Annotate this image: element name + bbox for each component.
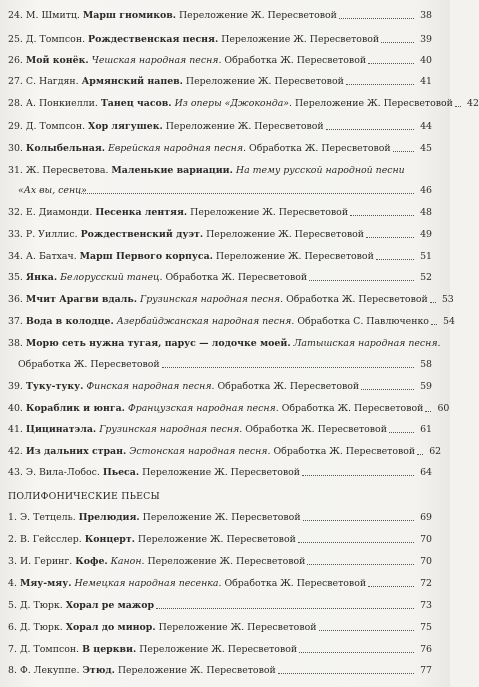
toc-number: 30. — [8, 143, 23, 154]
toc-arranger: Переложение Ж. Пересветовой — [178, 10, 337, 21]
toc-title: Марш Первого корпуса. — [79, 251, 213, 262]
toc-page-number: 70 — [420, 556, 432, 567]
toc-page-number: 61 — [420, 424, 432, 435]
toc-entry-text — [8, 10, 337, 22]
toc-number: 42. — [8, 446, 23, 457]
toc-entry-text — [8, 534, 296, 546]
toc-arranger: Обработка Ж. Пересветовой — [273, 446, 416, 457]
toc-author: Д. Томпсон. — [25, 34, 86, 45]
toc-entry — [8, 381, 432, 393]
toc-number: 43. — [8, 467, 23, 478]
toc-page-number: 41 — [420, 76, 432, 87]
toc-arranger: Обработка Ж. Пересветовой — [245, 424, 387, 435]
toc-title: Песенка лентяя. — [95, 207, 188, 218]
toc-arranger: Переложение Ж. Пересветовой — [142, 512, 301, 523]
toc-entry-text — [8, 600, 154, 612]
toc-page-number: 54 — [443, 316, 455, 327]
toc-entry-text — [8, 556, 305, 568]
toc-number: 2. — [8, 534, 17, 545]
toc-page-number: 42 — [466, 98, 479, 109]
toc-entry-text — [8, 381, 359, 393]
toc-author: Д. Томпсон. — [25, 121, 86, 132]
toc-page-number: 45 — [420, 143, 432, 154]
leader-dots — [455, 106, 461, 107]
toc-entry-text — [8, 446, 415, 458]
toc-arranger: Переложение Ж. Пересветовой — [139, 644, 298, 655]
toc-continuation-38 — [8, 359, 432, 371]
toc-page-number: 62 — [429, 446, 442, 457]
leader-dots — [368, 63, 414, 64]
toc-page-number: 39 — [420, 34, 432, 45]
toc-title: Прелюдия. — [78, 512, 140, 523]
toc-arranger: Переложение Ж. Пересветовой — [185, 76, 344, 87]
leader-dots — [319, 630, 415, 631]
toc-note: «Ах вы, сени» — [18, 185, 87, 196]
toc-note: Канон. — [110, 556, 145, 567]
toc-author: В. Гейсслер. — [19, 534, 82, 545]
toc-number: 40. — [8, 403, 23, 414]
toc-entry — [8, 165, 432, 177]
toc-author: Р. Уиллис. — [25, 229, 78, 240]
toc-author: М. Шмитц. — [25, 10, 80, 21]
toc-number: 4. — [8, 578, 17, 589]
toc-number: 6. — [8, 622, 17, 633]
toc-entry — [8, 272, 432, 284]
toc-author: Ж. Пересветова. — [25, 165, 109, 176]
toc-arranger: Переложение Ж. Пересветовой — [117, 665, 276, 676]
toc-note: Эстонская народная песня. — [129, 446, 271, 457]
toc-page-number: 70 — [420, 534, 432, 545]
toc-author: Д. Тюрк. — [19, 622, 63, 633]
toc-number: 41. — [8, 424, 23, 435]
toc-number: 36. — [8, 294, 23, 305]
toc-entry-text — [8, 55, 366, 67]
toc-entry-text — [8, 424, 387, 436]
leader-dots — [376, 259, 414, 260]
toc-entry-text — [8, 207, 348, 219]
leader-dots — [156, 608, 414, 609]
toc-arranger: Обработка Ж. Пересветовой — [18, 359, 160, 370]
toc-note: Финская народная песня. — [86, 381, 215, 392]
leader-dots — [326, 129, 414, 130]
toc-entry — [8, 316, 455, 328]
toc-page-number: 72 — [420, 578, 432, 589]
toc-note: Французская народная песня. — [127, 403, 279, 414]
toc-entry — [8, 512, 432, 524]
toc-entry-text — [8, 143, 391, 155]
toc-page-number: 49 — [420, 229, 432, 240]
toc-entry-text — [8, 98, 453, 110]
toc-entry-text — [8, 76, 344, 88]
toc-number: 26. — [8, 55, 23, 66]
toc-note: Азербайджанская народная песня. — [116, 316, 295, 327]
toc-arranger: Переложение Ж. Пересветовой — [137, 534, 296, 545]
toc-entry — [8, 467, 432, 479]
toc-arranger: Обработка Ж. Пересветовой — [217, 381, 360, 392]
toc-author: И. Геринг. — [19, 556, 73, 567]
toc-title: Из дальних стран. — [25, 446, 127, 457]
toc-page-number: 48 — [420, 207, 432, 218]
toc-title: В церкви. — [82, 644, 137, 655]
toc-author: Д. Томпсон. — [19, 644, 80, 655]
toc-title: Вода в колодце. — [25, 316, 114, 327]
toc-page-number: 75 — [420, 622, 432, 633]
toc-page-number: 52 — [420, 272, 432, 283]
toc-number: 28. — [8, 98, 23, 109]
toc-page-number: 51 — [420, 251, 432, 262]
toc-page-number: 60 — [437, 403, 450, 414]
toc-page-number: 44 — [420, 121, 432, 132]
leader-dots — [417, 454, 423, 455]
toc-entry-text — [8, 578, 366, 590]
toc-number: 24. — [8, 10, 23, 21]
leader-dots — [368, 586, 414, 587]
toc-entry-text — [8, 165, 405, 177]
toc-page-number: 59 — [420, 381, 432, 392]
toc-page-number: 46 — [420, 185, 432, 196]
toc-number: 38. — [8, 338, 23, 349]
toc-author: С. Нагдян. — [25, 76, 79, 87]
toc-arranger: Переложение Ж. Пересветовой — [158, 622, 317, 633]
toc-number: 33. — [8, 229, 23, 240]
toc-title: Рождественский дуэт. — [80, 229, 204, 240]
toc-entry — [8, 76, 432, 88]
toc-number: 27. — [8, 76, 23, 87]
toc-note: Немецкая народная песенка. — [74, 578, 222, 589]
toc-author: Е. Диамонди. — [25, 207, 93, 218]
leader-dots — [350, 215, 414, 216]
toc-entry-text — [8, 272, 307, 284]
toc-page-number: 38 — [420, 10, 432, 21]
toc-number: 34. — [8, 251, 23, 262]
toc-arranger: Переложение Ж. Пересветовой — [147, 556, 306, 567]
toc-entry-text — [8, 121, 324, 133]
toc-page-number: 76 — [420, 644, 432, 655]
toc-note: На тему русской народной песни — [235, 165, 405, 176]
toc-entry — [8, 207, 432, 219]
toc-entry — [8, 424, 432, 436]
toc-number: 37. — [8, 316, 23, 327]
toc-arranger: Переложение Ж. Пересветовой — [295, 98, 453, 109]
toc-note: Белорусский танец. — [60, 272, 163, 283]
leader-dots — [303, 520, 414, 521]
toc-page-number: 69 — [420, 512, 432, 523]
leader-dots — [393, 151, 414, 152]
toc-entry — [8, 644, 432, 656]
toc-entry — [8, 578, 432, 590]
leader-dots — [366, 237, 414, 238]
toc-title: Хорал ре мажор — [65, 600, 155, 611]
toc-title: Пьеса. — [102, 467, 140, 478]
toc-continuation-31-page — [8, 185, 432, 197]
leader-dots — [79, 193, 414, 194]
toc-entry — [8, 534, 432, 546]
toc-entry — [8, 10, 432, 22]
toc-entry — [8, 98, 479, 110]
leader-dots — [302, 475, 414, 476]
toc-title: Туку-туку. — [25, 381, 84, 392]
toc-title: Танец часов. — [100, 98, 172, 109]
toc-arranger: Обработка Ж. Пересветовой — [249, 143, 391, 154]
leader-dots — [309, 280, 414, 281]
toc-page-number: 40 — [420, 55, 432, 66]
leader-dots — [299, 652, 414, 653]
leader-dots — [339, 18, 414, 19]
toc-note: Еврейская народная песня. — [108, 143, 247, 154]
toc-arranger: Переложение Ж. Пересветовой — [215, 251, 374, 262]
toc-title: Концерт. — [84, 534, 135, 545]
toc-entry-text — [8, 316, 429, 328]
toc-author: Э. Вила-Лобос. — [25, 467, 100, 478]
toc-number: 39. — [8, 381, 23, 392]
leader-dots — [431, 324, 437, 325]
toc-entry-text — [8, 467, 300, 479]
toc-author: Д. Тюрк. — [19, 600, 63, 611]
toc-title: Маленькие вариации. — [111, 165, 233, 176]
toc-entry — [8, 665, 432, 677]
leader-dots — [389, 432, 414, 433]
toc-arranger: Переложение Ж. Пересветовой — [206, 229, 365, 240]
leader-dots — [298, 542, 414, 543]
toc-note: Латышская народная песня. — [293, 338, 441, 349]
toc-author: Ф. Лекуппе. — [19, 665, 80, 676]
toc-page-number: 64 — [420, 467, 432, 478]
toc-entry — [8, 600, 432, 612]
leader-dots — [162, 367, 414, 368]
toc-entry-text — [8, 338, 441, 350]
toc-title: Мяу-мяу. — [19, 578, 72, 589]
toc-entry — [8, 143, 432, 155]
toc-title: Марш гномиков. — [82, 10, 176, 21]
toc-entry — [8, 251, 432, 263]
toc-number: 8. — [8, 665, 17, 676]
toc-title: Морю сеть нужна тугая, парус — лодочке моей. — [25, 338, 291, 349]
toc-title: Янка. — [25, 272, 58, 283]
toc-number: 1. — [8, 512, 17, 523]
toc-arranger: Переложение Ж. Пересветовой — [142, 467, 301, 478]
toc-entry — [8, 229, 432, 241]
leader-dots — [307, 564, 414, 565]
toc-entry-text — [8, 622, 317, 634]
toc-entry — [8, 338, 441, 350]
toc-page-number: 77 — [420, 665, 432, 676]
toc-arranger: Обработка Ж. Пересветовой — [281, 403, 424, 414]
toc-entry — [8, 446, 442, 458]
toc-title: Армянский напев. — [81, 76, 183, 87]
leader-dots — [361, 389, 414, 390]
toc-number: 35. — [8, 272, 23, 283]
toc-page-number: 58 — [420, 359, 432, 370]
toc-note: Чешская народная песня. — [91, 55, 222, 66]
toc-entry-text — [8, 251, 374, 263]
toc-title: Мчит Арагви вдаль. — [25, 294, 137, 305]
toc-entry — [8, 121, 432, 133]
toc-number: 31. — [8, 165, 23, 176]
toc-author: А. Батхач. — [25, 251, 77, 262]
toc-note: Грузинская народная песня. — [139, 294, 284, 305]
toc-author: А. Понкиелли. — [25, 98, 98, 109]
toc-title: Этюд. — [82, 665, 115, 676]
toc-number: 3. — [8, 556, 17, 567]
toc-arranger: Переложение Ж. Пересветовой — [165, 121, 324, 132]
toc-title: Колыбельная. — [25, 143, 106, 154]
toc-arranger: Переложение Ж. Пересветовой — [190, 207, 349, 218]
toc-title: Хор лягушек. — [88, 121, 163, 132]
toc-page-number: 73 — [420, 600, 432, 611]
toc-number: 25. — [8, 34, 23, 45]
leader-dots — [425, 411, 431, 412]
toc-entry-text — [8, 34, 379, 46]
toc-entry — [8, 294, 454, 306]
toc-arranger: Обработка Ж. Пересветовой — [286, 294, 428, 305]
leader-dots — [430, 302, 436, 303]
toc-title: Цицинатэла. — [25, 424, 97, 435]
toc-number: 5. — [8, 600, 17, 611]
toc-note: Грузинская народная песня. — [99, 424, 243, 435]
toc-entry-text — [8, 512, 301, 524]
toc-entry-text — [8, 403, 423, 415]
leader-dots — [381, 42, 414, 43]
toc-entry-text — [8, 665, 276, 677]
toc-title: Хорал до минор. — [65, 622, 156, 633]
toc-number: 29. — [8, 121, 23, 132]
toc-entry-text — [8, 294, 428, 306]
toc-title: Кораблик и юнга. — [25, 403, 125, 414]
toc-arranger: Переложение Ж. Пересветовой — [221, 34, 380, 45]
toc-entry — [8, 34, 432, 46]
toc-entry-text — [8, 644, 297, 656]
toc-number: 7. — [8, 644, 17, 655]
toc-entry — [8, 55, 432, 67]
toc-title: Кофе. — [75, 556, 108, 567]
toc-page-number: 53 — [441, 294, 454, 305]
toc-arranger: Обработка Ж. Пересветовой — [224, 55, 367, 66]
leader-dots — [278, 673, 414, 674]
toc-title: Мой конёк. — [25, 55, 89, 66]
toc-entry — [8, 403, 450, 415]
toc-arranger: Обработка Ж. Пересветовой — [165, 272, 308, 283]
toc-arranger: Обработка Ж. Пересветовой — [224, 578, 367, 589]
toc-entry — [8, 556, 432, 568]
leader-dots — [346, 84, 414, 85]
toc-number: 32. — [8, 207, 23, 218]
toc-note: Из оперы «Джоконда». — [174, 98, 293, 109]
toc-title: Рождественская песня. — [88, 34, 219, 45]
toc-arranger: Обработка С. Павлюченко — [297, 316, 429, 327]
section-heading: ПОЛИФОНИЧЕСКИЕ ПЬЕСЫ — [8, 491, 160, 502]
toc-entry — [8, 622, 432, 634]
toc-entry-text — [8, 229, 364, 241]
toc-author: Э. Тетцель. — [19, 512, 76, 523]
